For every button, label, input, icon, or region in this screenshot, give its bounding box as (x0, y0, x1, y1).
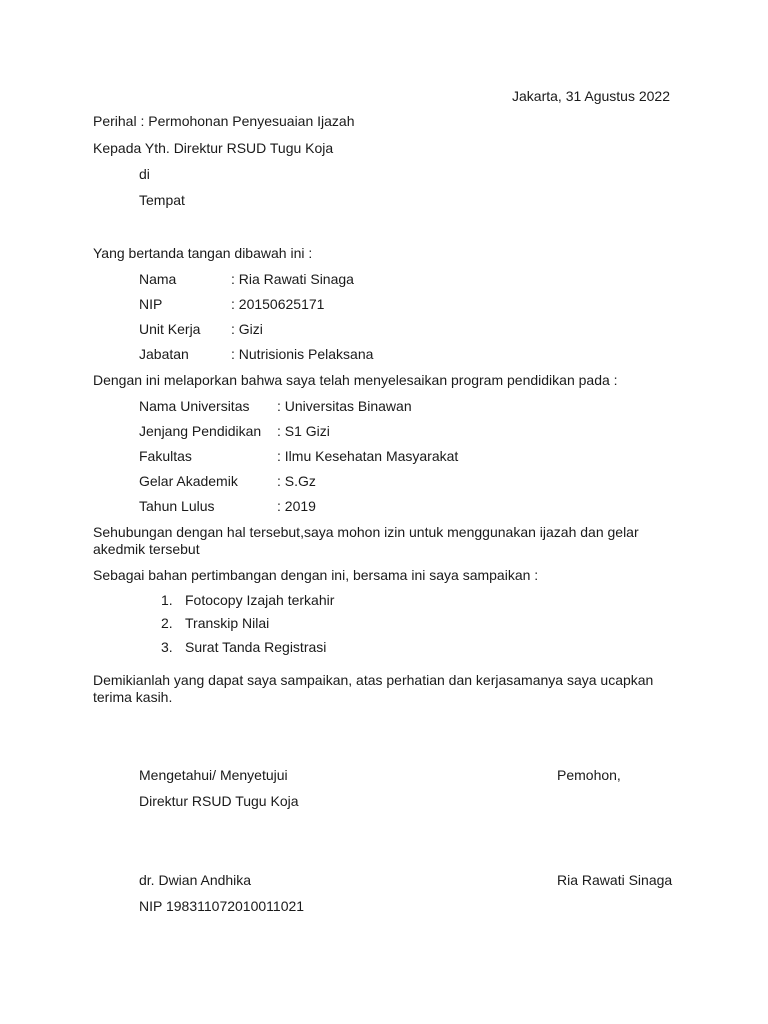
identity-value: : Ria Rawati Sinaga (231, 271, 354, 287)
letter-subject: Perihal : Permohonan Penyesuaian Ijazah (93, 113, 355, 129)
approver-title: Direktur RSUD Tugu Koja (139, 793, 299, 809)
intro-text: Yang bertanda tangan dibawah ini : (93, 245, 313, 261)
list-item: Transkip Nilai (185, 615, 270, 631)
identity-label: Nama (139, 271, 177, 287)
identity-label: NIP (139, 296, 163, 312)
list-item: Fotocopy Izajah terkahir (185, 592, 335, 608)
approver-nip: NIP 198311072010011021 (139, 898, 305, 914)
education-label: Gelar Akademik (139, 473, 238, 489)
request-text-line1: Sehubungan dengan hal tersebut,saya mohon izin untuk menggunakan ijazah dan gelar (93, 524, 639, 540)
education-value: : S.Gz (277, 473, 316, 489)
education-label: Fakultas (139, 448, 192, 464)
education-value: : 2019 (277, 498, 316, 514)
approver-name: dr. Dwian Andhika (139, 872, 252, 888)
identity-label: Unit Kerja (139, 321, 201, 337)
identity-label: Jabatan (139, 346, 189, 362)
education-value: : Universitas Binawan (277, 398, 412, 414)
recipient-di: di (139, 166, 150, 182)
recipient-place: Tempat (139, 192, 185, 208)
closing-text-line2: terima kasih. (93, 689, 173, 705)
report-text: Dengan ini melaporkan bahwa saya telah menyelesaikan program pendidikan pada : (93, 372, 618, 388)
attachments-intro: Sebagai bahan pertimbangan dengan ini, bersama ini saya sampaikan : (93, 567, 539, 583)
education-value: : S1 Gizi (277, 423, 330, 439)
letter-recipient: Kepada Yth. Direktur RSUD Tugu Koja (93, 140, 334, 156)
list-item-number: 3. (161, 639, 173, 655)
identity-value: : Gizi (231, 321, 263, 337)
list-item-number: 1. (161, 592, 173, 608)
letter-date: Jakarta, 31 Agustus 2022 (512, 88, 670, 104)
education-label: Tahun Lulus (139, 498, 215, 514)
applicant-heading: Pemohon, (557, 767, 621, 783)
applicant-name: Ria Rawati Sinaga (557, 872, 673, 888)
list-item-number: 2. (161, 615, 173, 631)
closing-text-line1: Demikianlah yang dapat saya sampaikan, atas perhatian dan kerjasamanya saya ucapkan (93, 672, 654, 688)
identity-value: : 20150625171 (231, 296, 325, 312)
education-label: Jenjang Pendidikan (139, 423, 262, 439)
request-text-line2: akedmik tersebut (93, 541, 200, 557)
identity-value: : Nutrisionis Pelaksana (231, 346, 374, 362)
approver-heading: Mengetahui/ Menyetujui (139, 767, 288, 783)
list-item: Surat Tanda Registrasi (185, 639, 327, 655)
education-value: : Ilmu Kesehatan Masyarakat (277, 448, 459, 464)
education-label: Nama Universitas (139, 398, 250, 414)
